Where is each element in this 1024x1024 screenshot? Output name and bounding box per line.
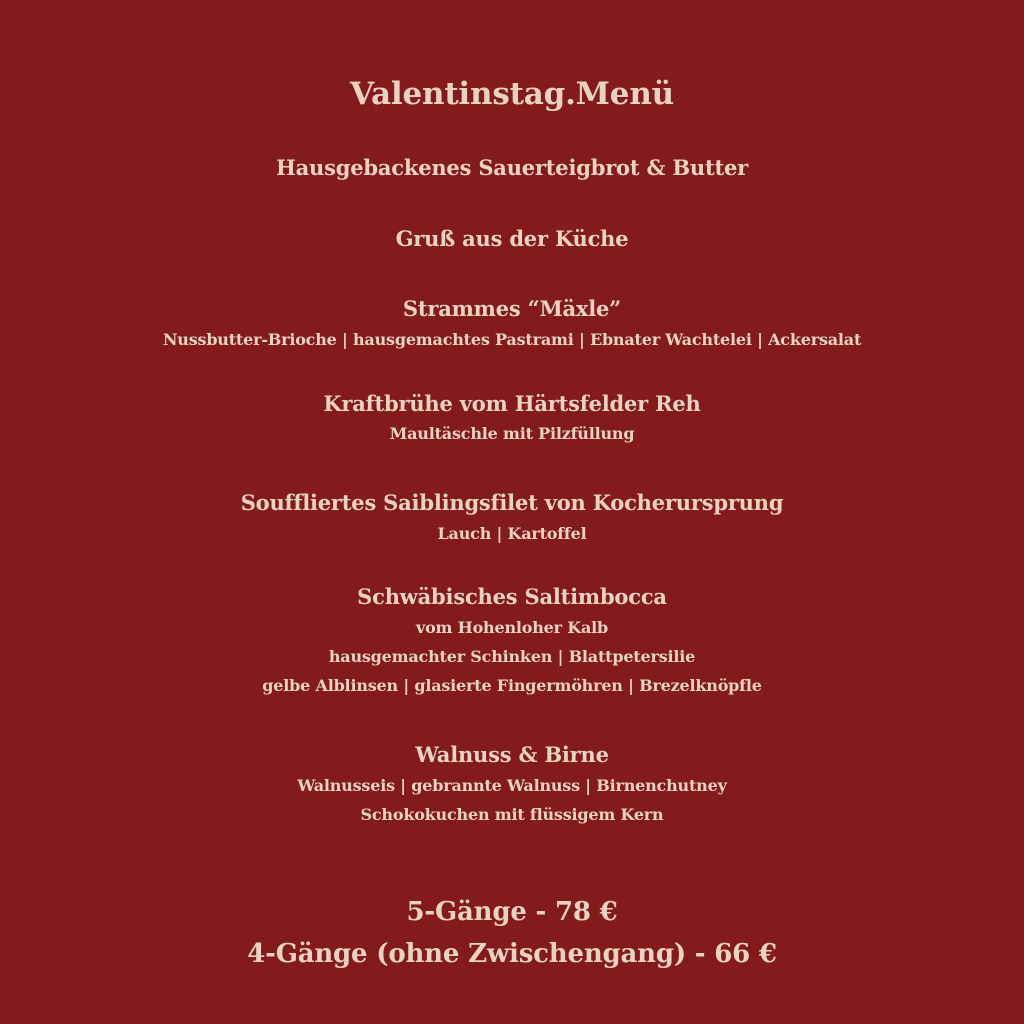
course-5-detail-1: Walnusseis | gebrannte Walnuss | Birnenchutney: [297, 776, 727, 795]
course-4-detail-2: hausgemachter Schinken | Blattpetersilie: [328, 647, 696, 666]
course-4-detail-3: gelbe Alblinsen | glasierte Fingermöhren | Brezelknöpfle: [262, 676, 762, 695]
course-1-name: Strammes “Mäxle”: [402, 296, 622, 321]
price-five-courses: 5-Gänge - 78 €: [406, 897, 618, 927]
bread-line: Hausgebackenes Sauerteigbrot & Butter: [275, 155, 748, 180]
course-3-name: Souffliertes Saiblingsfilet von Kocherursprung: [240, 490, 784, 515]
course-2-name: Kraftbrühe vom Härtsfelder Reh: [323, 391, 701, 416]
course-1-detail: Nussbutter-Brioche | hausgemachtes Pastrami | Ebnater Wachtelei | Ackersalat: [162, 330, 862, 349]
course-4-detail-1: vom Hohenloher Kalb: [415, 618, 608, 637]
price-four-courses: 4-Gänge (ohne Zwischengang) - 66 €: [247, 939, 777, 969]
greeting-line: Gruß aus der Küche: [395, 226, 629, 251]
course-4-name: Schwäbisches Saltimbocca: [357, 584, 667, 609]
course-5-name: Walnuss & Birne: [415, 742, 609, 767]
course-5-detail-2: Schokokuchen mit flüssigem Kern: [360, 805, 664, 824]
course-2-detail: Maultäschle mit Pilzfüllung: [389, 424, 635, 443]
course-3-detail: Lauch | Kartoffel: [437, 524, 587, 543]
menu-title: Valentinstag.Menü: [349, 76, 674, 112]
